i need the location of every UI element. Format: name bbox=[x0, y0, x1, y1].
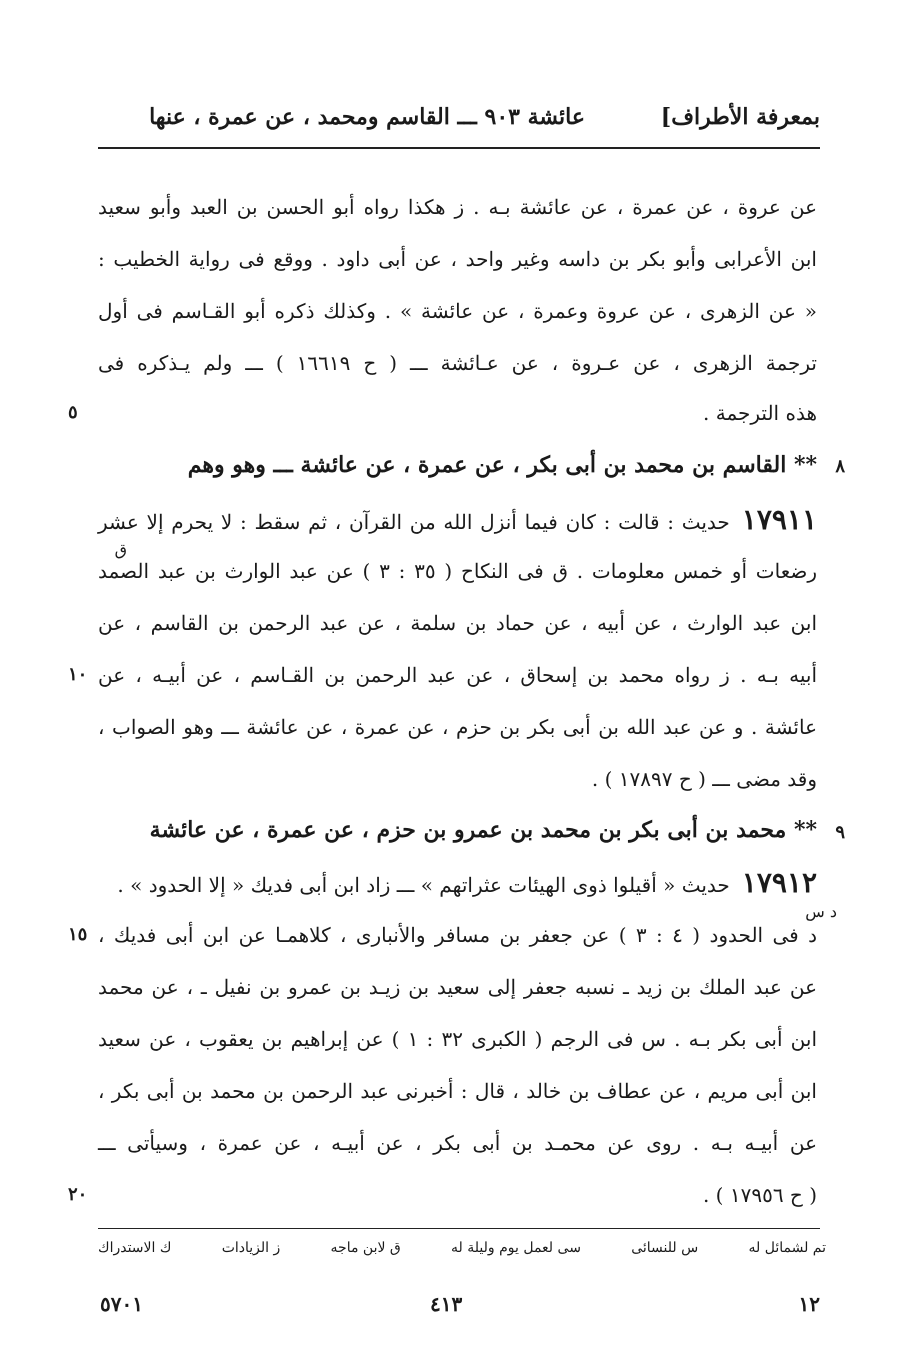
side-mark-text: د س bbox=[805, 902, 837, 921]
page-number: ٤١٣ bbox=[430, 1292, 463, 1316]
text-line-17: ابن أبى بكر بـه . س فى الرجم ( الكبرى ٣٢ : ١ ) عن إبراهيم بن يعقوب ، عن سعيد bbox=[98, 1027, 818, 1051]
text-line-5: هذه الترجمة . bbox=[703, 401, 817, 425]
text-line-9: ابن عبد الوارث ، عن أبيه ، عن حماد بن سلمة ، عن عبد الرحمن بن القاسم ، عن bbox=[98, 611, 817, 635]
text-line-12: وقد مضى ـــ ( ح ١٧٨٩٧ ) . bbox=[591, 767, 817, 791]
hadith-text: حديث : قالت : كان فيما أنزل الله من القرآن ، ثم سقط : لا يحرم إلا عشر bbox=[98, 510, 730, 534]
margin-line-number-15: ١٥ bbox=[68, 924, 88, 945]
text-line-4: ترجمة الزهرى ، عن عـروة ، عن عـائشة ـــ ( ح ١٦٦١٩ ) ـــ ولم يـذكره فى bbox=[98, 351, 817, 375]
text-line-2: ابن الأعرابى وأبو بكر بن داسه وغير واحد ، عن أبى داود . ووقع فى رواية الخطيب : bbox=[98, 247, 817, 271]
text-line-20: ( ح ١٧٩٥٦ ) . bbox=[702, 1183, 817, 1207]
entry-number-8: ٨ bbox=[835, 456, 845, 477]
hadith-line-17911 bbox=[98, 505, 817, 537]
text-line-8: رضعات أو خمس معلومات . ق فى النكاح ( ٣٥ : ٣ ) عن عبد الوارث بن عبد الصمد bbox=[98, 559, 817, 583]
entry-number-9: ٩ bbox=[835, 822, 845, 843]
text-line-16: عن عبد الملك بن زيد ـ نسبه جعفر إلى سعيد بن زيـد بن عمرو بن نفيل ـ ، عن محمد bbox=[98, 975, 817, 999]
print-code: ٥٧٠١ bbox=[100, 1292, 143, 1316]
hadith-number: ١٧٩١١ bbox=[741, 503, 817, 536]
side-mark-dal-sin bbox=[805, 902, 837, 921]
margin-line-number-10: ١٠ bbox=[68, 664, 88, 685]
footnote-legend bbox=[98, 1240, 826, 1270]
footnote-item: ز الزيادات bbox=[221, 1240, 281, 1256]
text-line-3: « عن الزهرى ، عن عروة وعمرة ، عن عائشة » . وكذلك ذكره أبو القـاسم فى أول bbox=[98, 299, 817, 323]
footnote-item: ك الاستدراك bbox=[98, 1240, 172, 1256]
footnote-item: ق لابن ماجه bbox=[330, 1240, 401, 1256]
side-mark-text: ق bbox=[114, 540, 127, 559]
text-line-15: د فى الحدود ( ٤ : ٣ ) عن جعفر بن مسافر والأنبارى ، كلاهمـا عن ابن أبى فديك ، bbox=[98, 923, 817, 947]
text-line-10: أبيه بـه . ز رواه محمد بن إسحاق ، عن عبد الرحمن بن القـاسم ، عن أبيـه ، عن bbox=[98, 663, 817, 687]
header-center-title: عائشة ٩٠٣ ـــ القاسم ومحمد ، عن عمرة ، عنها bbox=[149, 104, 585, 130]
footnote-item: تم لشمائل له bbox=[748, 1240, 826, 1256]
hadith-line-17912 bbox=[117, 868, 817, 900]
entry-heading-9: ** محمد بن أبى بكر بن محمد بن عمرو بن حزم ، عن عمرة ، عن عائشة bbox=[149, 817, 817, 843]
volume-number: ١٢ bbox=[798, 1292, 820, 1316]
running-header bbox=[95, 100, 820, 140]
hadith-number: ١٧٩١٢ bbox=[741, 866, 817, 899]
text-line-11: عائشة . و عن عبد الله بن أبى بكر بن حزم ، عن عمرة ، عن عائشة ـــ وهو الصواب ، bbox=[98, 715, 817, 739]
margin-line-number-5: ٥ bbox=[68, 402, 78, 423]
text-line-19: عن أبيـه بـه . روى عن محمـد بن أبى بكر ، عن أبيـه ، عن عمرة ، وسيأتى ـــ bbox=[98, 1131, 817, 1155]
header-rule bbox=[98, 147, 820, 149]
footnote-item: سى لعمل يوم وليلة له bbox=[451, 1240, 581, 1256]
footnote-item: س للنسائى bbox=[631, 1240, 699, 1256]
header-right-title: بمعرفة الأطراف] bbox=[660, 104, 820, 130]
text-line-18: ابن أبى مريم ، عن عطاف بن خالد ، قال : أخبرنى عبد الرحمن بن محمد بن أبى بكر ، bbox=[98, 1079, 817, 1103]
margin-line-number-20: ٢٠ bbox=[68, 1184, 88, 1205]
footnote-rule bbox=[98, 1228, 820, 1229]
text-line-1: عن عروة ، عن عمرة ، عن عائشة بـه . ز هكذا رواه أبو الحسن بن العبد وأبو سعيد bbox=[98, 195, 817, 219]
entry-heading-8: ** القاسم بن محمد بن أبى بكر ، عن عمرة ، عن عائشة ـــ وهو وهم bbox=[187, 452, 817, 478]
hadith-text: حديث « أقيلوا ذوى الهيئات عثراتهم » ـــ زاد ابن أبى فديك « إلا الحدود » . bbox=[117, 873, 730, 897]
